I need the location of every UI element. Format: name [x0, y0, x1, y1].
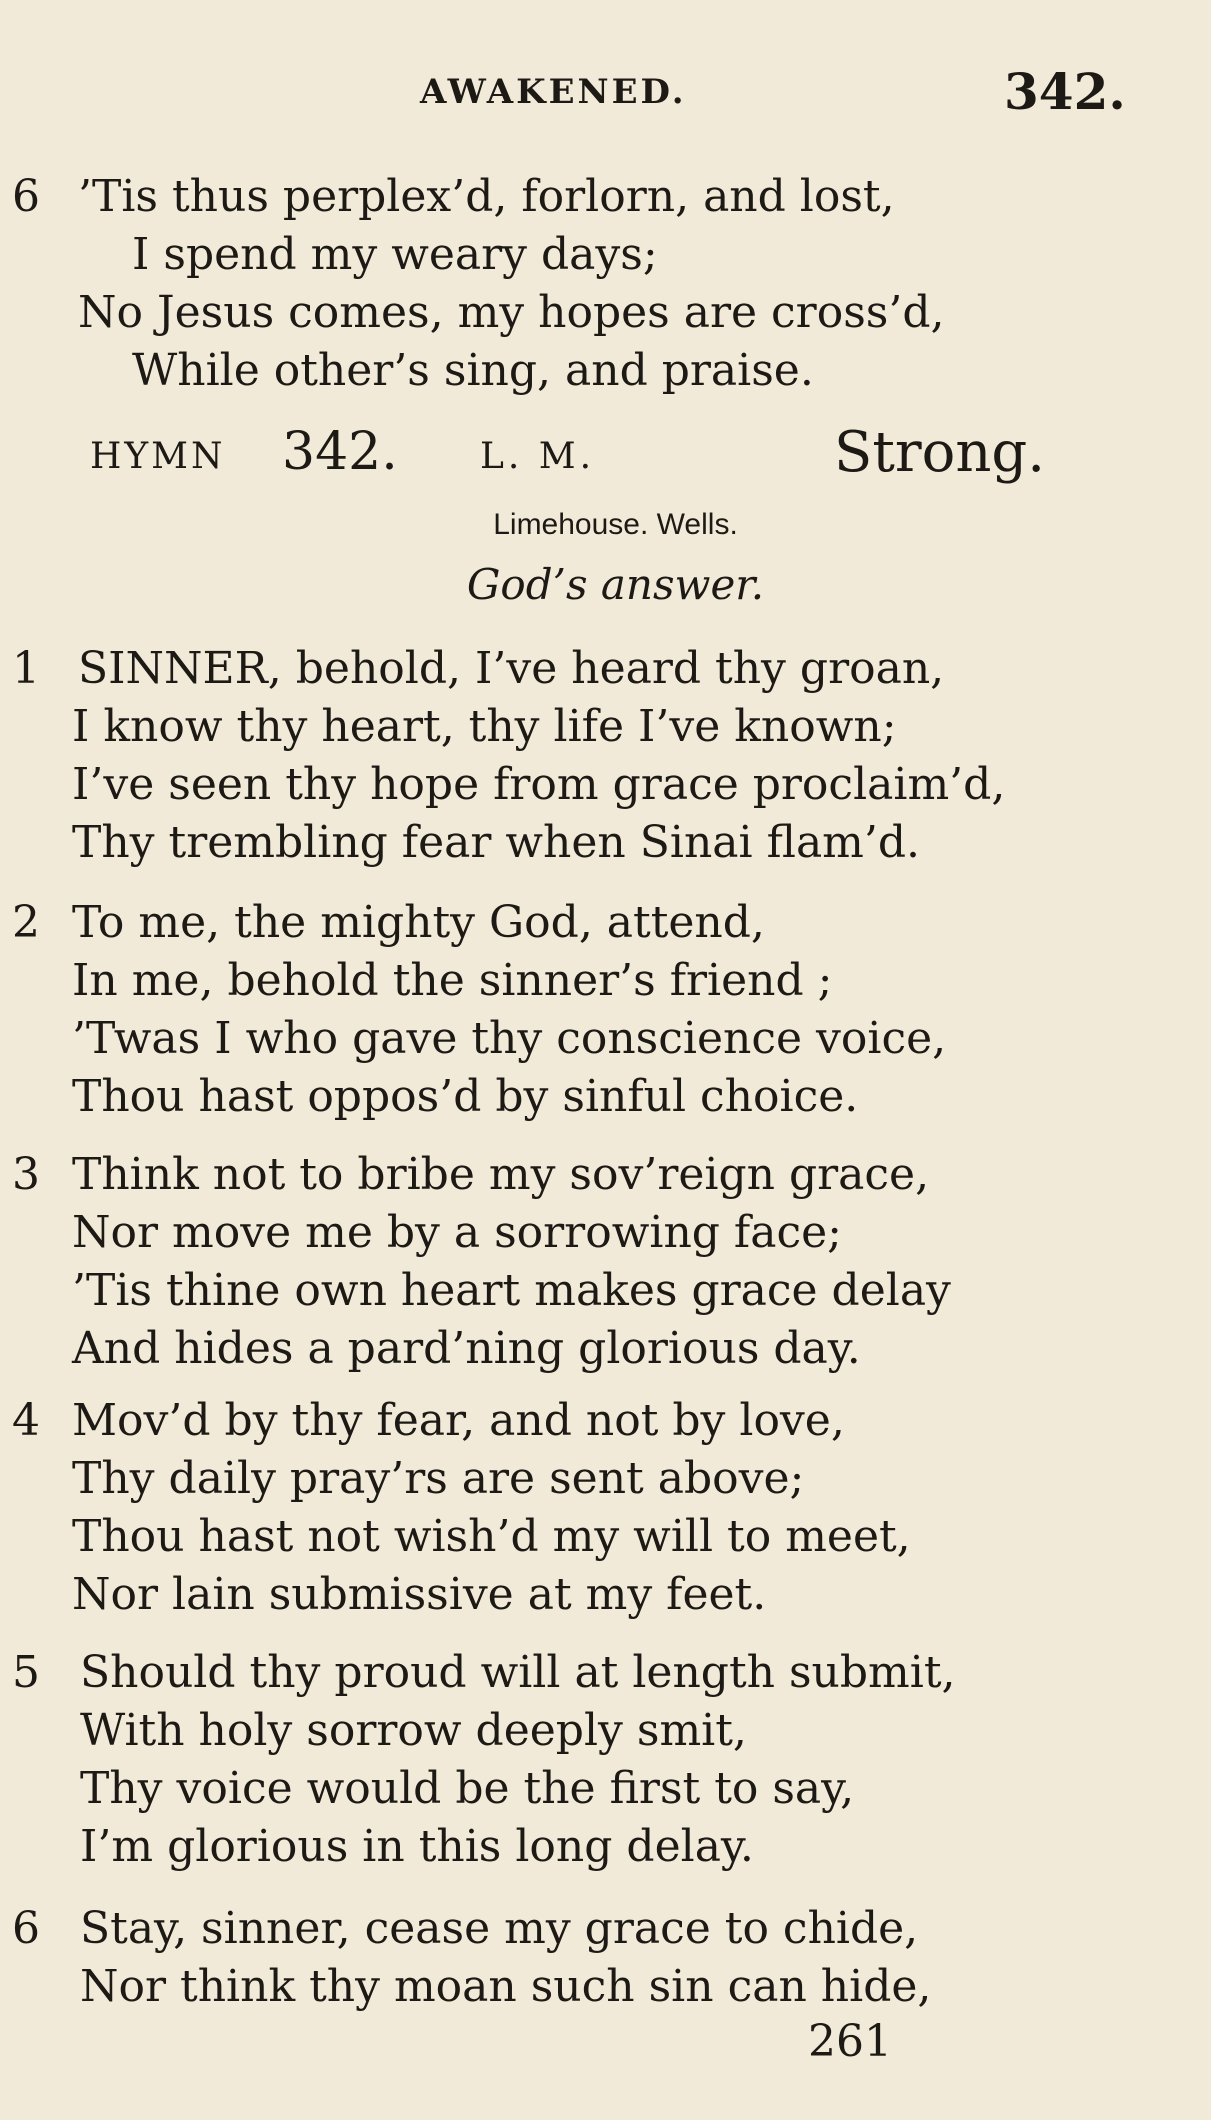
stanza-line: Thy trembling fear when Sinai flam’d.	[72, 817, 921, 868]
stanza-line: Nor think thy moan such sin can hide,	[80, 1961, 932, 2012]
running-title: AWAKENED.	[420, 72, 687, 112]
stanza-number: 2	[12, 897, 40, 948]
running-head	[0, 62, 1211, 122]
stanza-number: 1	[12, 643, 40, 694]
page-number-footer: 261	[808, 2016, 892, 2067]
hymn-label: HYMN	[90, 436, 226, 477]
hymn-meter: L. M.	[480, 436, 596, 477]
stanza-line: Thou hast not wish’d my will to meet,	[72, 1511, 911, 1562]
stanza-line: Nor move me by a sorrowing face;	[72, 1207, 842, 1258]
stanza-line: Mov’d by thy fear, and not by love,	[72, 1395, 845, 1446]
stanza-line: Thy daily pray’rs are sent above;	[72, 1453, 805, 1504]
hymn-subtitle: God’s answer.	[466, 560, 765, 609]
stanza-line: Stay, sinner, cease my grace to chide,	[80, 1903, 919, 1954]
hymn-number-header: 342.	[1004, 62, 1126, 121]
stanza-line: Think not to bribe my sov’reign grace,	[72, 1149, 930, 1200]
stanza-line: ’Tis thine own heart makes grace delay	[72, 1265, 951, 1316]
hymn-tune: Strong.	[834, 420, 1046, 485]
stanza-number: 6	[12, 171, 40, 222]
stanza-line: And hides a pard’ning glorious day.	[72, 1323, 861, 1374]
stanza-line: ’Twas I who gave thy conscience voice,	[72, 1013, 947, 1064]
stanza-number: 5	[12, 1647, 40, 1698]
stanza-line: I spend my weary days;	[132, 229, 658, 280]
stanza-line: Nor lain submissive at my feet.	[72, 1569, 767, 1620]
hymn-number: 342.	[282, 422, 398, 482]
stanza-line: I know thy heart, thy life I’ve known;	[72, 701, 897, 752]
stanza-line: I’ve seen thy hope from grace proclaim’d,	[72, 759, 1006, 810]
stanza-line: No Jesus comes, my hopes are cross’d,	[78, 287, 945, 338]
stanza-line: I’m glorious in this long delay.	[80, 1821, 754, 1872]
hymn-heading	[0, 420, 1211, 490]
stanza-line: Thy voice would be the first to say,	[80, 1763, 855, 1814]
stanza-line: In me, behold the sinner’s friend ;	[72, 955, 833, 1006]
stanza-number: 4	[12, 1395, 40, 1446]
stanza-line: ’Tis thus perplex’d, forlorn, and lost,	[78, 171, 895, 222]
stanza-line: While other’s sing, and praise.	[132, 345, 814, 396]
stanza-line: Thou hast oppos’d by sinful choice.	[72, 1071, 859, 1122]
stanza-number: 3	[12, 1149, 40, 1200]
stanza-line: With holy sorrow deeply smit,	[80, 1705, 747, 1756]
stanza-line: To me, the mighty God, attend,	[72, 897, 765, 948]
stanza-line: SINNER, behold, I’ve heard thy groan,	[78, 643, 945, 694]
stanza-number: 6	[12, 1903, 40, 1954]
stanza-line: Should thy proud will at length submit,	[80, 1647, 956, 1698]
alternate-tunes: Limehouse. Wells.	[493, 508, 738, 541]
